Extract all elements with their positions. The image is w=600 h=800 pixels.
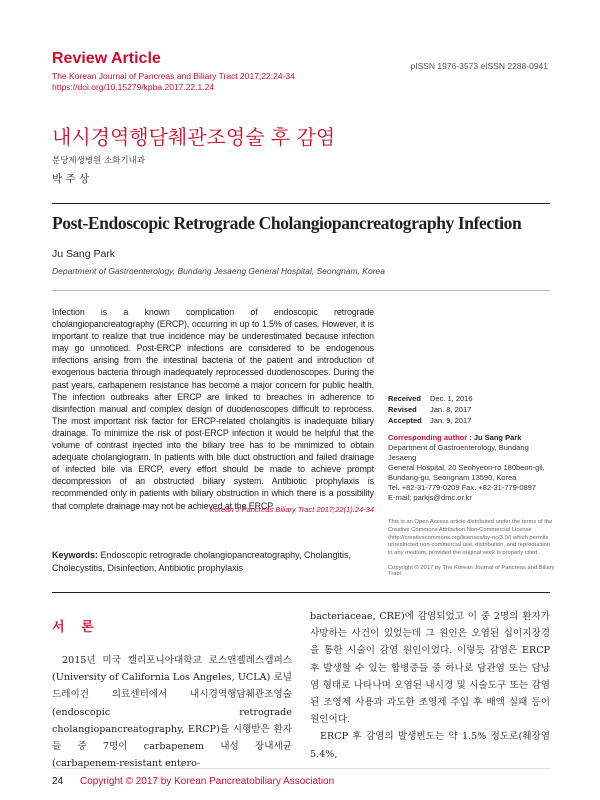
corresponding-author-name: Ju Sang Park: [473, 433, 522, 442]
english-author: Ju Sang Park: [52, 248, 116, 260]
article-dates: [388, 393, 473, 426]
revised-label: Revised: [388, 405, 417, 414]
received-date: Dec. 1, 2016: [430, 394, 473, 403]
keywords-divider: [52, 592, 550, 593]
keywords-label: Keywords:: [52, 550, 99, 560]
journal-citation: The Korean Journal of Pancreas and Biliary Tract 2017;22:24-34: [52, 71, 295, 81]
keywords: [52, 549, 374, 574]
right-paragraph-1: bacteriaceae, CRE)에 감염되었고 이 중 2명의 환자가 사망하는 사건이 있었는데 그 원인은 오염된 십이지장경을 통한 시술이 감염 원인이었다. 이렇듯 감염은 ERCP 후 발생할 수 있는 합병증들 중 하나로 담관염 또는 담낭염 형태로 나타나며 오염된 내시경 및 시술도구 또는 감염된 조영제 사용과 과도한 조영제 주입 후 배액 실패 등이 원인이다.: [310, 611, 550, 726]
section-heading: 서 론: [52, 620, 100, 635]
body-right-column: [310, 608, 550, 763]
article-type: Review Article: [52, 50, 161, 67]
revised-row: [388, 404, 473, 415]
corresponding-phone-fax: Tel. +82-31-779-0209 Fax. +82-31-779-0897: [388, 483, 537, 492]
footer-copyright: Copyright © 2017 by Korean Pancreatobiliary Association: [80, 776, 335, 787]
corresponding-email[interactable]: E-mail; parkjs@dmc.or.kr: [388, 493, 472, 502]
abstract-divider: [52, 290, 550, 291]
corresponding-author-heading: [388, 433, 553, 443]
corresponding-address-line3: Bundang-gu, Seongnam 13590, Korea: [388, 473, 517, 482]
body-left-column: [52, 652, 292, 772]
right-paragraph-2: ERCP 후 감염의 발생빈도는 약 1.5% 정도로(췌장염 5.4%,: [310, 731, 550, 760]
page-number: 24: [52, 776, 64, 787]
abstract-citation: Korean J Pancreas Biliary Tract 2017;22(1):24-34: [209, 505, 374, 514]
corresponding-author-block: [388, 433, 553, 503]
korean-author: 박 주 상: [52, 173, 90, 185]
doi-link[interactable]: https://doi.org/10.15279/kpba.2017.22.1.24: [52, 82, 215, 92]
corresponding-author-label: Corresponding author :: [388, 433, 472, 442]
accepted-label: Accepted: [388, 416, 422, 425]
left-paragraph: 2015년 미국 캘리포니아대학교 로스앤젤레스캠퍼스(University of California Los Angeles, UCLA) 로널드레이건 의료센터에서 내시경역행담췌관조영술(endoscopic retrograde cholangiopancreatography, ERCP)을 시행받은 환자들 중 7명이 carbapenem 내성 장내세균(carbapenem-resistant entero-: [52, 655, 292, 770]
corresponding-address-line1: Department of Gastroenterology, Bundang Jesaeng: [388, 443, 529, 462]
korean-affiliation: 분당제생병원 소화기내과: [52, 156, 146, 166]
english-title: Post-Endoscopic Retrograde Cholangiopancreatography Infection: [52, 213, 522, 233]
korean-title: 내시경역행담췌관조영술 후 감염: [52, 125, 336, 149]
issn: pISSN 1976-3573 eISSN 2288-0941: [410, 61, 548, 71]
side-copyright: Copyright © 2017 by The Korean Journal of Pancreas and Biliary Tract: [388, 565, 555, 577]
title-divider: [52, 203, 550, 204]
accepted-row: [388, 415, 473, 426]
received-row: [388, 393, 473, 404]
accepted-date: Jan. 9, 2017: [430, 416, 472, 425]
corresponding-address-line2: General Hospital, 20 Seohyeon-ro 180beon-gil,: [388, 463, 545, 472]
english-affiliation: Department of Gastroenterology, Bundang Jesaeng General Hospital, Seongnam, Korea: [52, 266, 385, 276]
footer-divider: [52, 768, 550, 769]
open-access-notice: This is an Open Access article distributed under the terms of the Creative Commons Attribution Non-Commercial License (http://creativecommons.org/licenses/by-nc/3.0/) which permits unrestricted non-commercial use, distribution, and reproduction in any medium, provided the original work is properly cited.: [388, 519, 553, 557]
keywords-text: Endoscopic retrograde cholangiopancreatography, Cholangitis, Cholecystitis, Disinfection, Antibiotic prophylaxis: [52, 550, 352, 573]
received-label: Received: [388, 394, 421, 403]
revised-date: Jan. 8, 2017: [430, 405, 472, 414]
abstract-text: Infection is a known complication of endoscopic retrograde cholangiopancreatography (ERCP), occurring in up to 1.5% of cases. However, it is important to realize that true incidence may be underestimated because infection may go unnoticed. Post-ERCP infections are considered to be endogenous infections arising from the intestinal bacteria of the patient and introduction of exogenous bacteria through inadequately reprocessed duodenoscopes. During the past years, carbapenem resistance has become a major concern for public health. The infection outbreaks after ERCP are linked to breaches in adherence to disinfection manual and complex design of duodenoscopes difficult to reprocess. The most important risk factor for ERCP-related cholangitis is inadequate biliary drainage. To minimize the risk of post-ERCP infection it would be helpful that the volume of contrast injected into the biliary tree has to be minimized to obtain adequate cholangiogram. In patients with bile duct obstruction and failed drainage of infected bile via ERCP, every effort should be made to achieve prompt decompression of an obstructed biliary system. Antibiotic prophylaxis is recommended only in patients with biliary obstruction in which there is a possibility that complete drainage may not be achieved at the ERCP.: [52, 307, 374, 511]
